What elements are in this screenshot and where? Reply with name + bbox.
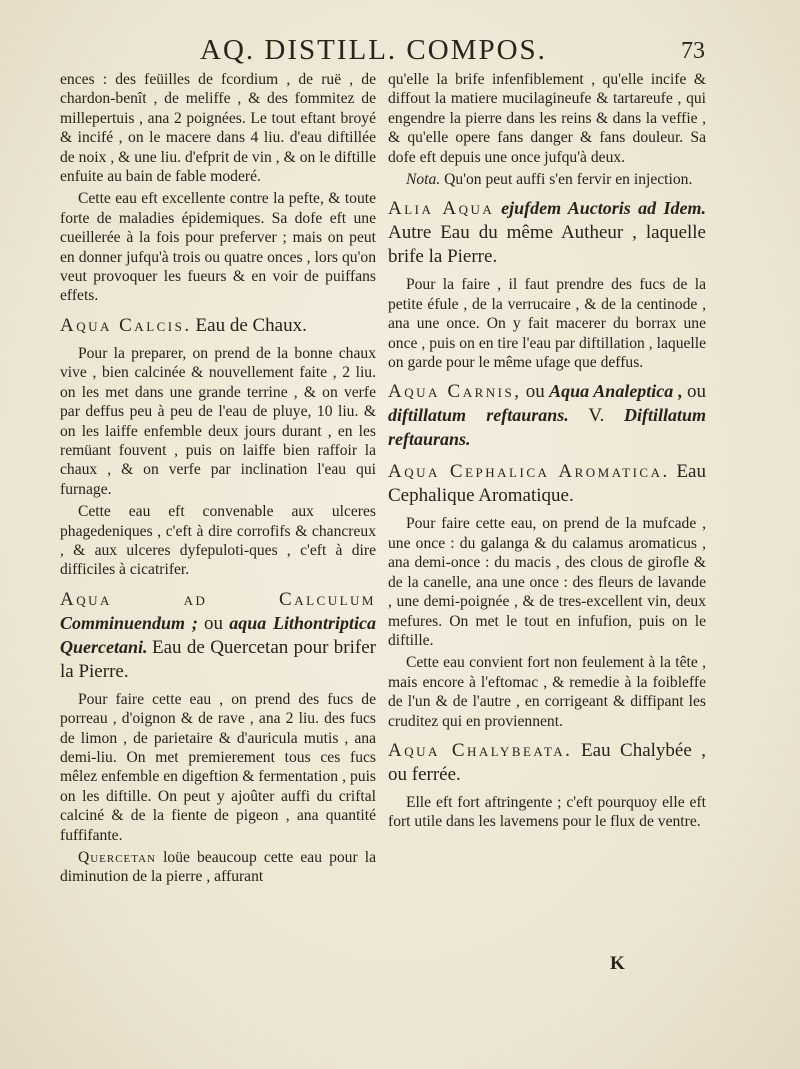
heading-conjunction: ou xyxy=(204,612,224,634)
paragraph-text: Qu'on peut auffi s'en fervir en injection. xyxy=(444,171,693,189)
section-heading-aqua-carnis xyxy=(388,380,706,452)
heading-french: Eau Chalybée , ou ferrée. xyxy=(388,739,706,785)
heading-french: Eau de Chaux. xyxy=(195,314,307,336)
section-heading-aqua-cephalica xyxy=(388,460,706,508)
heading-latin: Aqua ad Calculum xyxy=(60,588,376,610)
section-heading-aqua-chalybeata xyxy=(388,739,706,787)
heading-latin: Aqua Calcis. xyxy=(60,314,192,336)
heading-reference: V. xyxy=(588,405,605,427)
nota-label: Nota. xyxy=(405,171,441,189)
heading-latin: Aqua Chalybeata. xyxy=(388,739,573,761)
paragraph: Pour faire cette eau , on prend des fucs de porreau , d'oignon & de rave , ana 2 liu. des fucs de limon , de parietaire & d'auricula mutis , ana demi-liu. On met premierement tous ces fucs mêlez enfemble en digeftion & fermentation , puis on les diftille. On peut y ajoûter auffi du criftal calciné & de la fiente de pigeon , ana quantité fuffifante. xyxy=(60,690,376,844)
page-header xyxy=(0,34,800,70)
heading-french: Autre Eau du même Autheur , laquelle brife la Pierre. xyxy=(388,222,706,268)
section-heading-alia-aqua xyxy=(388,197,706,269)
nota-paragraph xyxy=(388,170,706,189)
heading-latin-italic: ejufdem Auctoris ad Idem. xyxy=(501,198,706,219)
paragraph: ences : des feüilles de fcordium , de ruë , de chardon-benît , de meliffe , & des fommitez de millepertuis , ana 2 poignées. Le tout eftant broyé & incifé , on le macere dans 4 liu. d'eau diftillée de noix , & une liu. d'efprit de vin , & on le diftille enfuite au bain de fable moderé. xyxy=(60,71,376,186)
paragraph: Pour la preparer, on prend de la bonne chaux vive , bien calcinée & nouvellement faite , 2 liu. on les met dans une grande terrine , & on verfe par deffus peu à peu de l'eau de pluye, 10 liu. & on les laiffe enfemble deux jours durant , en les remüant fouvent , puis on laiffe bien raffoir la chaux , & on verfe par inclination l'eau qui furnage. xyxy=(60,344,376,498)
heading-french: Eau Cephalique Aromatique. xyxy=(388,461,706,507)
heading-latin: Alia Aqua xyxy=(388,198,495,220)
heading-conjunction: ou xyxy=(525,381,545,403)
heading-latin: Aqua Cephalica Aromatica. xyxy=(388,461,670,483)
section-heading-aqua-calcis xyxy=(60,314,376,338)
heading-latin: Aqua Carnis, xyxy=(388,381,522,403)
heading-latin-italic: Aqua Analeptica , xyxy=(549,381,683,402)
heading-conjunction: ou xyxy=(687,381,706,403)
paragraph: Pour faire cette eau, on prend de la mufcade , une once : du galanga & du calamus aromaticus , ana demi-once : du macis , des clous de girofle & de la canelle, ana une once : des fleurs de lavande , une demi-poignée , & de tres-excellent vin, deux mefures. On met le tout en infufion, puis on le diftille. xyxy=(388,515,706,649)
heading-latin-italic: Comminuendum ; xyxy=(60,612,198,633)
paragraph: qu'elle la brife infenfiblement , qu'elle incife & diffout la matiere mucilagineufe & tartareufe , qui engendre la pierre dans les reins & dans la veffie , & qu'elle opere fans danger & fans douleur. Sa dofe eft depuis une once jufqu'à deux. xyxy=(388,71,706,166)
paragraph: Cette eau convient fort non feulement à la tête , mais encore à l'eftomac , & remedie à la foibleffe de l'un & de l'autre , en corrigeant & diffipant les cruditez qui en proviennent. xyxy=(388,654,706,730)
paragraph: Cette eau eft excellente contre la pefte, & toute forte de maladies épidemiques. Sa dofe eft une cueillerée à la fois pour preferver ; mais on peut en donner jufqu'à trois ou quatre onces , lors qu'on veut provoquer les fueurs & en voir de puiffans effets. xyxy=(60,190,376,305)
heading-latin-italic: aqua Lithontriptica Quercetani. xyxy=(60,612,377,657)
paragraph: Elle eft fort aftringente ; c'eft pourquoy elle eft fort utile dans les lavemens pour le flux de ventre. xyxy=(388,793,706,831)
paragraph: Cette eau eft convenable aux ulceres phagedeniques , c'eft à dire corrofifs & chancreux , & aux ulceres dyfepuloti-ques , c'eft à dire difficiles à cicatrifer. xyxy=(60,503,376,579)
author-name: Quercetan xyxy=(77,849,156,866)
heading-french: Eau de Quercetan pour brifer la Pierre. xyxy=(60,636,376,682)
signature-mark: K xyxy=(610,953,626,974)
heading-latin-italic: diftillatum reftaurans. xyxy=(388,405,569,426)
heading-latin-italic: Diftillatum reftaurans. xyxy=(388,405,706,450)
section-heading-aqua-ad-calculum xyxy=(60,588,376,684)
page-number: 73 xyxy=(681,38,705,64)
paragraph: Pour la faire , il faut prendre des fucs de la petite éfule , de la verrucaire , & de la centinode , ana une once. On y fait macerer du borrax une once , puis on en tire l'eau par diftillation , laquelle on garde pour le même ufage que deffus. xyxy=(388,276,706,372)
right-column xyxy=(388,70,706,835)
left-column xyxy=(60,70,376,890)
running-title: AQ. DISTILL. COMPOS. xyxy=(200,34,547,66)
paragraph-text: loüe beaucoup cette eau pour la diminution de la pierre , affurant xyxy=(60,849,376,886)
paragraph xyxy=(60,848,376,887)
